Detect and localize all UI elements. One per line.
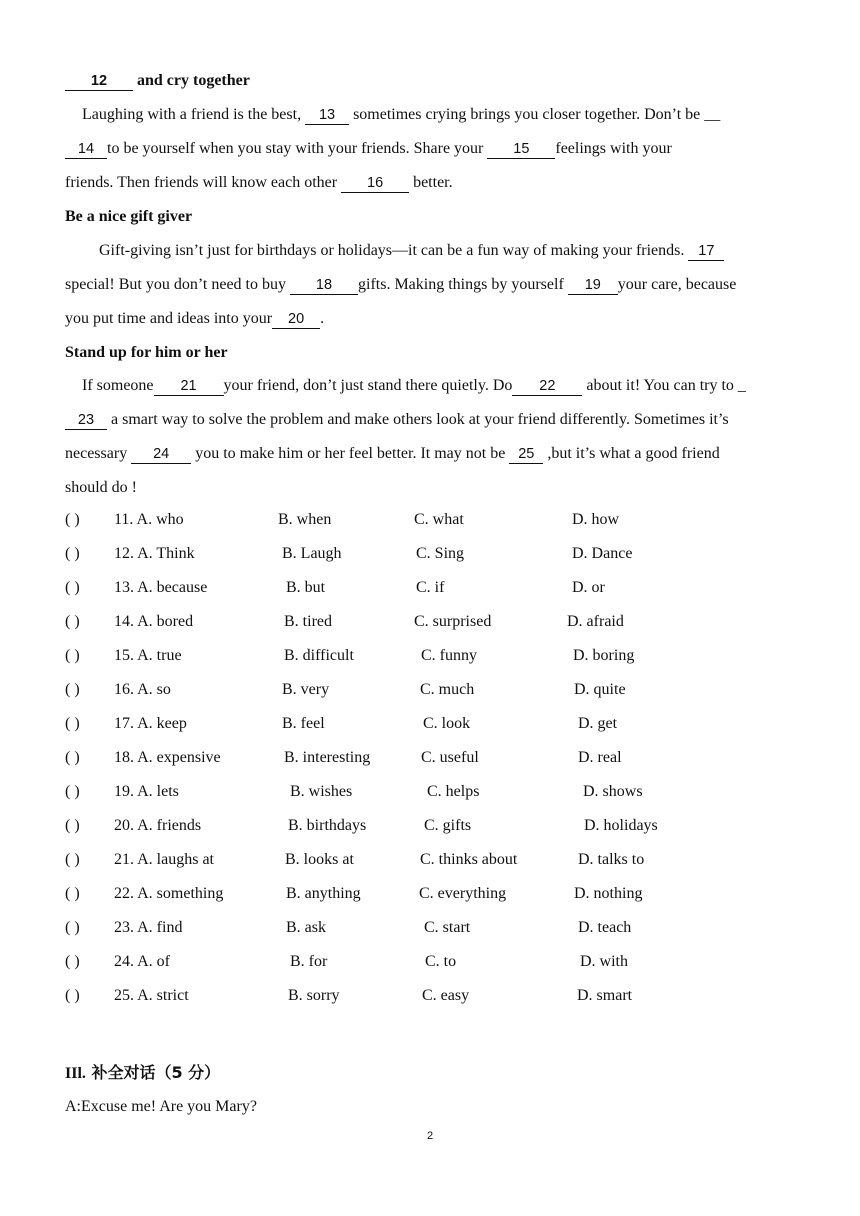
question-row	[65, 611, 825, 633]
blank-15: 15	[487, 141, 555, 159]
section-title-dialogue	[65, 1063, 798, 1084]
option-b: B. looks at	[285, 851, 354, 868]
answer-bracket[interactable]: ( )	[65, 715, 80, 732]
answer-bracket[interactable]: ( )	[65, 885, 80, 902]
option-c: C. helps	[427, 783, 480, 800]
blank-19: 19	[568, 277, 618, 295]
paragraph3-line1	[82, 376, 798, 396]
option-b: B. interesting	[284, 749, 371, 766]
option-a: 21. A. laughs at	[114, 851, 214, 868]
option-b: B. when	[278, 511, 332, 528]
option-c: C. useful	[421, 749, 479, 766]
section-heading-gift: Be a nice gift giver	[65, 208, 193, 225]
blank-22: 22	[512, 378, 582, 396]
blank-21: 21	[154, 378, 224, 396]
answer-bracket[interactable]: ( )	[65, 579, 80, 596]
page-number: 2	[426, 1130, 434, 1142]
question-row	[65, 747, 825, 769]
paragraph1-line2	[65, 139, 798, 159]
option-b: B. very	[282, 681, 330, 698]
option-d: D. smart	[577, 987, 633, 1004]
answer-bracket[interactable]: ( )	[65, 783, 80, 800]
question-row	[65, 985, 825, 1007]
paragraph2-line2	[65, 275, 798, 295]
option-d: D. real	[578, 749, 622, 766]
option-c: C. gifts	[424, 817, 472, 834]
option-b: B. but	[286, 579, 326, 596]
question-row	[65, 577, 825, 599]
answer-bracket[interactable]: ( )	[65, 749, 80, 766]
option-b: B. birthdays	[288, 817, 367, 834]
text: you put time and ideas into your	[65, 310, 273, 327]
answer-bracket[interactable]: ( )	[65, 851, 80, 868]
option-c: C. surprised	[414, 613, 492, 630]
answer-bracket[interactable]: ( )	[65, 987, 80, 1004]
text: If someone	[82, 377, 154, 394]
text: .	[320, 310, 325, 327]
option-b: B. Laugh	[282, 545, 342, 562]
text: feelings with your	[555, 140, 672, 157]
option-d: D. boring	[573, 647, 635, 664]
option-c: C. what	[414, 511, 464, 528]
option-a: 16. A. so	[114, 681, 171, 698]
text: sometimes crying brings you closer together. Don’t be	[349, 106, 705, 123]
option-c: C. look	[423, 715, 471, 732]
section-title: 补全对话（5 分）	[85, 1063, 221, 1082]
text: you to make him or her feel better. It may not be	[191, 445, 510, 462]
text: Laughing with a friend is the best,	[82, 106, 306, 123]
answer-bracket[interactable]: ( )	[65, 681, 80, 698]
paragraph2-line3	[65, 309, 798, 329]
heading-text: and cry together	[133, 72, 250, 89]
option-b: B. ask	[286, 919, 326, 936]
text: Gift-giving isn’t just for birthdays or holidays—it can be a fun way of making your friends.	[99, 242, 689, 259]
blank-24: 24	[131, 446, 191, 464]
question-row	[65, 781, 825, 803]
text: your care, because	[617, 276, 737, 293]
option-b: B. feel	[282, 715, 325, 732]
option-a: 22. A. something	[114, 885, 224, 902]
answer-bracket[interactable]: ( )	[65, 817, 80, 834]
option-c: C. Sing	[416, 545, 465, 562]
blank-25: 25	[509, 446, 543, 464]
option-d: D. talks to	[578, 851, 645, 868]
answer-bracket[interactable]: ( )	[65, 545, 80, 562]
answer-bracket[interactable]: ( )	[65, 613, 80, 630]
question-row	[65, 713, 825, 735]
text: gifts. Making things by yourself	[358, 276, 568, 293]
option-d: D. with	[580, 953, 628, 970]
text: __	[704, 106, 721, 123]
option-a: 18. A. expensive	[114, 749, 221, 766]
option-a: 14. A. bored	[114, 613, 194, 630]
text: to be yourself when you stay with your friends. Share your	[107, 140, 488, 157]
paragraph1-line3	[65, 173, 798, 193]
option-d: D. get	[578, 715, 618, 732]
option-a: 12. A. Think	[114, 545, 195, 562]
answer-bracket[interactable]: ( )	[65, 953, 80, 970]
section-heading-12	[65, 71, 798, 91]
option-c: C. to	[425, 953, 457, 970]
option-d: D. shows	[583, 783, 643, 800]
answer-bracket[interactable]: ( )	[65, 647, 80, 664]
paragraph2-line1	[99, 241, 798, 261]
text: friends. Then friends will know each other	[65, 174, 342, 191]
option-a: 23. A. find	[114, 919, 183, 936]
text: _	[737, 377, 746, 394]
text: your friend, don’t just stand there quietly. Do	[223, 377, 513, 394]
blank-23: 23	[65, 412, 107, 430]
option-b: B. difficult	[284, 647, 354, 664]
option-c: C. everything	[419, 885, 507, 902]
option-c: C. thinks about	[420, 851, 518, 868]
option-d: D. quite	[574, 681, 626, 698]
question-row	[65, 645, 825, 667]
blank-16: 16	[341, 175, 409, 193]
option-d: D. nothing	[574, 885, 643, 902]
option-b: B. wishes	[290, 783, 353, 800]
option-d: D. Dance	[572, 545, 633, 562]
blank-17: 17	[688, 243, 724, 261]
option-d: D. afraid	[567, 613, 624, 630]
question-row	[65, 815, 825, 837]
blank-14: 14	[65, 141, 107, 159]
blank-18: 18	[290, 277, 358, 295]
option-a: 13. A. because	[114, 579, 208, 596]
text: about it! You can try to	[582, 377, 738, 394]
answer-bracket[interactable]: ( )	[65, 511, 80, 528]
option-c: C. easy	[422, 987, 470, 1004]
option-a: 15. A. true	[114, 647, 182, 664]
section-heading-stand: Stand up for him or her	[65, 344, 228, 361]
question-row	[65, 543, 825, 565]
option-a: 17. A. keep	[114, 715, 187, 732]
option-c: C. funny	[421, 647, 477, 664]
option-a: 24. A. of	[114, 953, 170, 970]
blank-12: 12	[65, 73, 133, 91]
option-d: D. how	[572, 511, 620, 528]
dialogue-line: A:Excuse me! Are you Mary?	[65, 1098, 257, 1115]
blank-20: 20	[272, 311, 320, 329]
option-a: 11. A. who	[114, 511, 184, 528]
section-number: IIl.	[65, 1065, 86, 1082]
text: ,but it’s what a good friend	[543, 445, 720, 462]
text: a smart way to solve the problem and make others look at your friend differently. Sometimes it’s	[107, 411, 729, 428]
question-row	[65, 883, 825, 905]
question-row	[65, 679, 825, 701]
option-a: 25. A. strict	[114, 987, 189, 1004]
question-row	[65, 509, 825, 531]
option-b: B. for	[290, 953, 328, 970]
question-row	[65, 951, 825, 973]
option-c: C. if	[416, 579, 445, 596]
option-b: B. anything	[286, 885, 361, 902]
option-b: B. tired	[284, 613, 332, 630]
option-c: C. much	[420, 681, 475, 698]
text: necessary	[65, 445, 132, 462]
option-d: D. or	[572, 579, 605, 596]
paragraph1-line1	[82, 105, 798, 125]
blank-13: 13	[305, 107, 349, 125]
text: better.	[409, 174, 453, 191]
option-c: C. start	[424, 919, 471, 936]
option-d: D. holidays	[584, 817, 658, 834]
answer-bracket[interactable]: ( )	[65, 919, 80, 936]
option-d: D. teach	[578, 919, 632, 936]
paragraph3-line2	[65, 410, 798, 430]
option-a: 19. A. lets	[114, 783, 179, 800]
question-row	[65, 917, 825, 939]
question-row	[65, 849, 825, 871]
paragraph3-line3	[65, 444, 798, 464]
option-a: 20. A. friends	[114, 817, 202, 834]
option-b: B. sorry	[288, 987, 340, 1004]
text: special! But you don’t need to buy	[65, 276, 290, 293]
paragraph3-line4: should do !	[65, 479, 137, 496]
